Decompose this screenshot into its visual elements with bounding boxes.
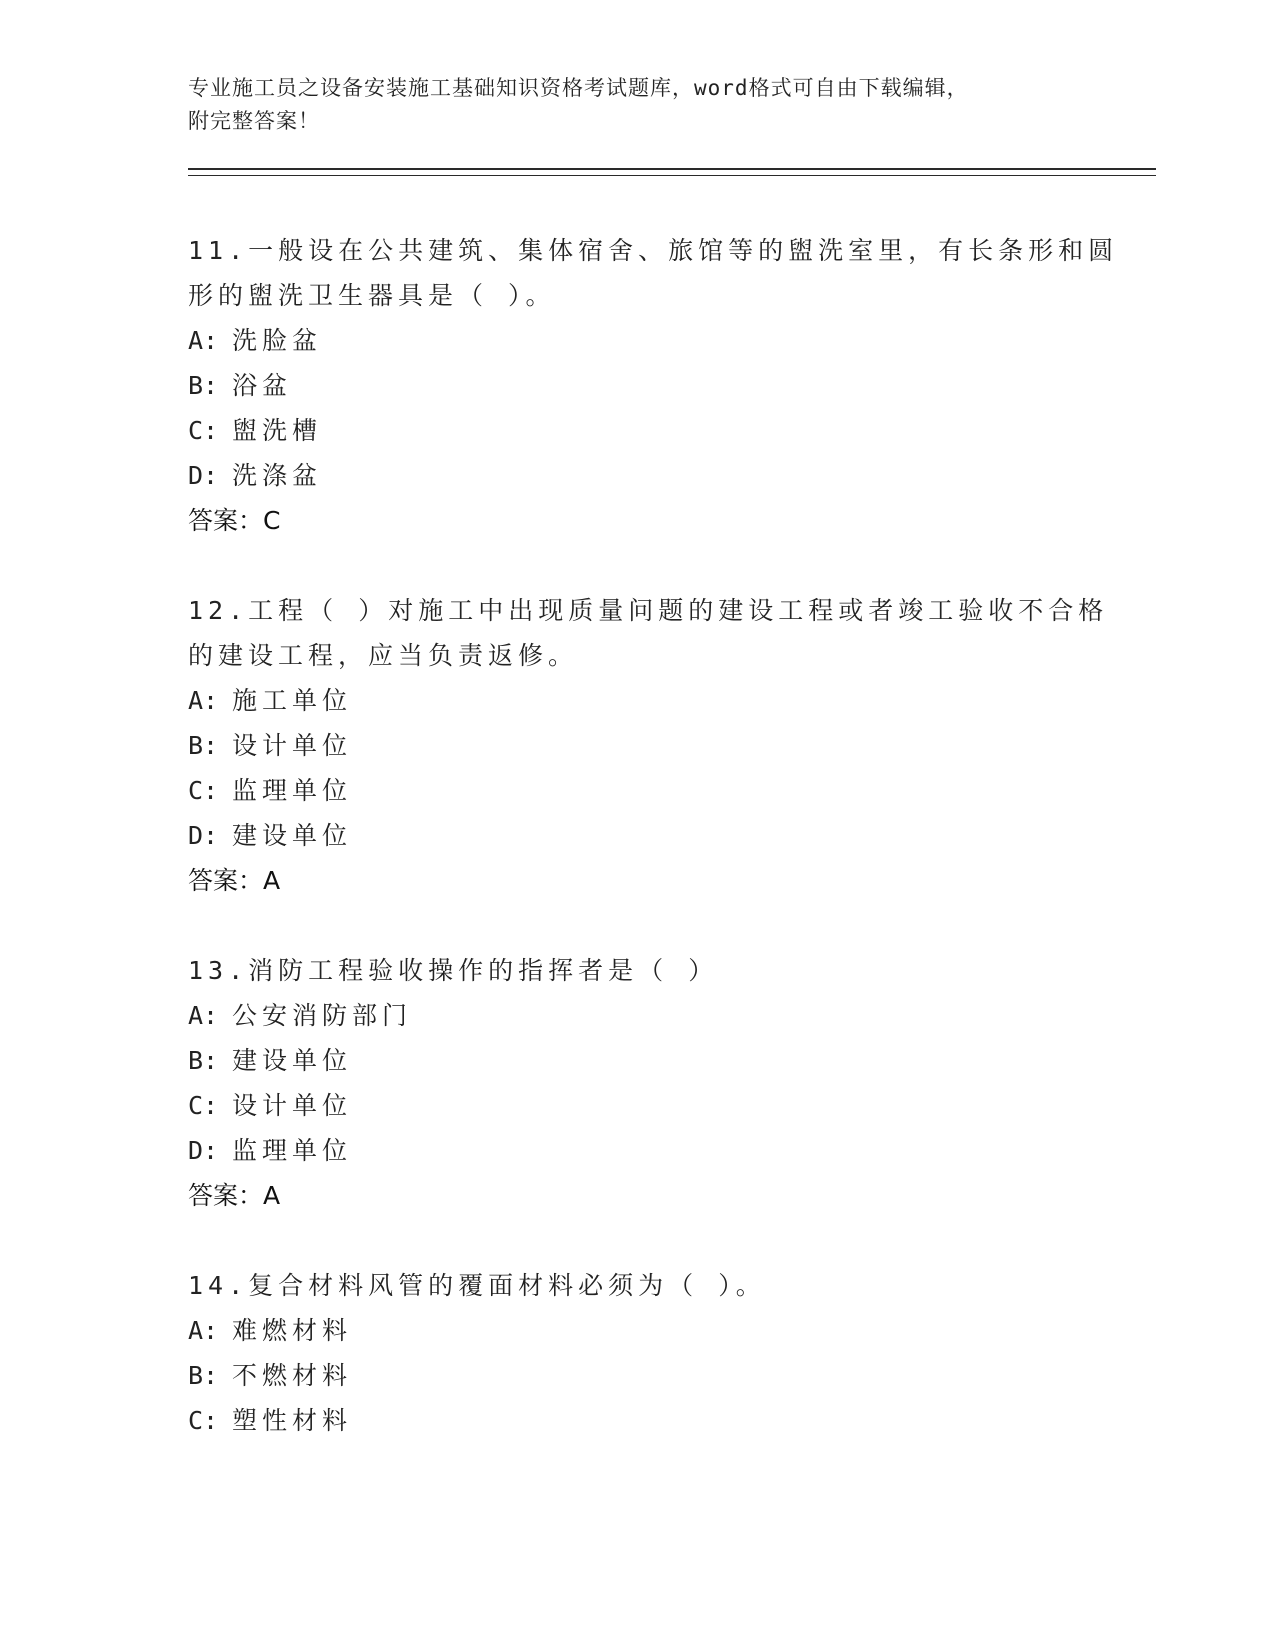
option-text: 施工单位 — [232, 686, 353, 715]
stem-line: 14.复合材料风管的覆面材料必须为（ ）。 — [188, 1271, 766, 1300]
header-divider — [188, 168, 1156, 176]
question-11 — [188, 228, 1158, 544]
answer-label: 答案：A — [188, 1181, 281, 1210]
answer-label: 答案：A — [188, 866, 281, 895]
option-key: C: — [188, 1091, 219, 1120]
option-d — [188, 453, 1158, 498]
document-header — [188, 72, 1158, 138]
option-text: 设计单位 — [232, 1091, 353, 1120]
option-key: C: — [188, 416, 219, 445]
option-text: 监理单位 — [232, 776, 353, 805]
option-c — [188, 1398, 1158, 1443]
question-stem — [188, 1263, 1158, 1308]
header-line-2: 附完整答案！ — [188, 109, 320, 133]
option-c — [188, 768, 1158, 813]
option-text: 监理单位 — [232, 1136, 353, 1165]
option-key: A: — [188, 326, 219, 355]
option-key: D: — [188, 461, 219, 490]
question-12 — [188, 588, 1158, 904]
option-key: C: — [188, 1406, 219, 1435]
option-text: 浴盆 — [232, 371, 293, 400]
option-b — [188, 1353, 1158, 1398]
option-key: B: — [188, 1361, 219, 1390]
option-key: B: — [188, 731, 219, 760]
option-key: D: — [188, 821, 219, 850]
option-text: 公安消防部门 — [232, 1001, 413, 1030]
question-stem — [188, 228, 1158, 318]
question-13 — [188, 948, 1158, 1219]
option-text: 不燃材料 — [232, 1361, 353, 1390]
header-line-1: 专业施工员之设备安装施工基础知识资格考试题库，word格式可自由下载编辑， — [188, 76, 969, 100]
option-key: A: — [188, 686, 219, 715]
option-text: 洗涤盆 — [232, 461, 323, 490]
option-a — [188, 1308, 1158, 1353]
option-key: D: — [188, 1136, 219, 1165]
option-b — [188, 1038, 1158, 1083]
option-key: B: — [188, 1046, 219, 1075]
stem-line: 的建设工程，应当负责返修。 — [188, 641, 579, 670]
stem-line: 12.工程（ ）对施工中出现质量问题的建设工程或者竣工验收不合格 — [188, 596, 1109, 625]
option-a — [188, 993, 1158, 1038]
option-text: 盥洗槽 — [232, 416, 323, 445]
option-c — [188, 1083, 1158, 1128]
stem-line: 11.一般设在公共建筑、集体宿舍、旅馆等的盥洗室里，有长条形和圆 — [188, 236, 1119, 265]
option-a — [188, 678, 1158, 723]
option-key: B: — [188, 371, 219, 400]
option-text: 建设单位 — [232, 821, 353, 850]
option-d — [188, 813, 1158, 858]
option-key: A: — [188, 1001, 219, 1030]
option-a — [188, 318, 1158, 363]
option-c — [188, 408, 1158, 453]
option-key: C: — [188, 776, 219, 805]
document-page — [188, 72, 1158, 1443]
option-text: 洗脸盆 — [232, 326, 323, 355]
option-d — [188, 1128, 1158, 1173]
option-text: 设计单位 — [232, 731, 353, 760]
question-14 — [188, 1263, 1158, 1443]
question-stem — [188, 948, 1158, 993]
option-key: A: — [188, 1316, 219, 1345]
question-stem — [188, 588, 1158, 678]
option-text: 难燃材料 — [232, 1316, 353, 1345]
stem-line: 形的盥洗卫生器具是（ ）。 — [188, 281, 556, 310]
option-b — [188, 723, 1158, 768]
option-b — [188, 363, 1158, 408]
option-text: 塑性材料 — [232, 1406, 353, 1435]
stem-line: 13.消防工程验收操作的指挥者是（ ） — [188, 956, 719, 985]
answer-label: 答案：C — [188, 506, 281, 535]
option-text: 建设单位 — [232, 1046, 353, 1075]
